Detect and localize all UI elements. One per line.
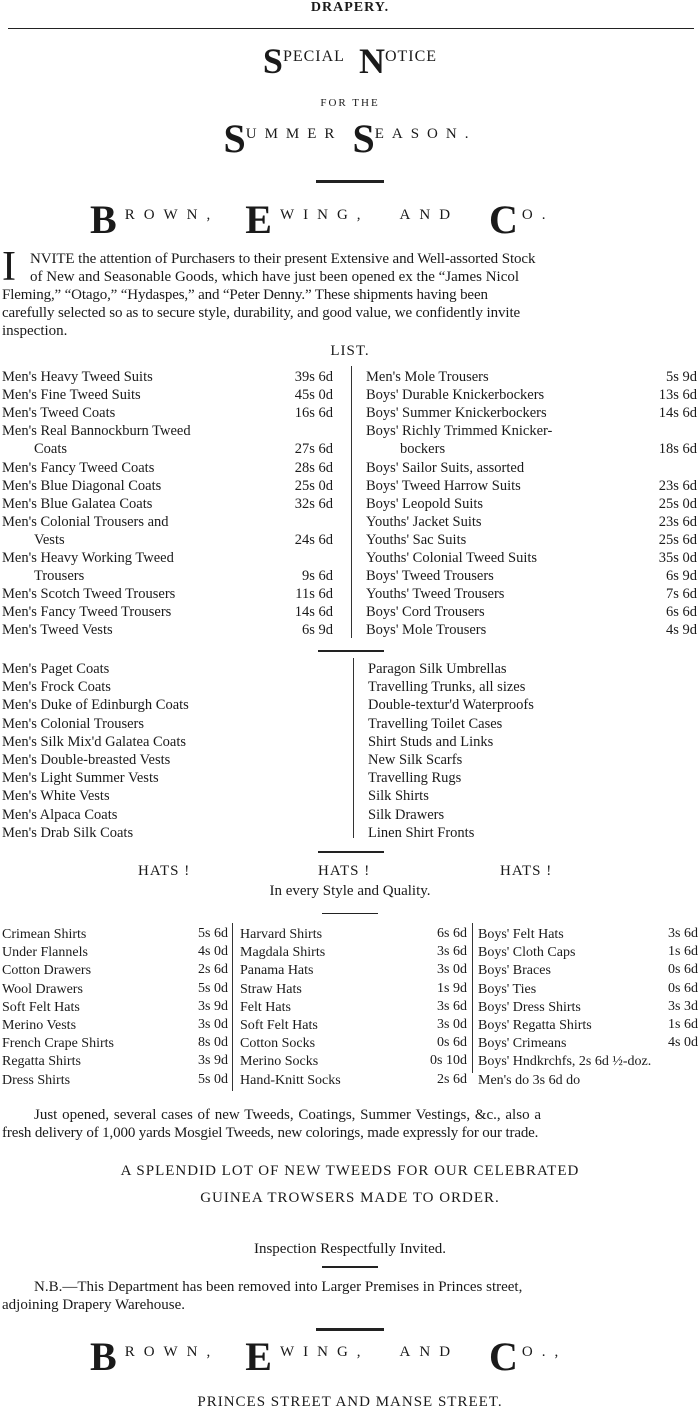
item-name: Youths' Tweed Trousers	[366, 586, 505, 603]
item-price: 23s 6d	[658, 513, 697, 530]
footer-ornament-rule	[316, 1328, 384, 1331]
list-item	[2, 1034, 228, 1053]
item-price: 3s 9d	[198, 998, 228, 1014]
list-item	[478, 998, 698, 1017]
inspection-rule	[322, 1266, 378, 1268]
list-heading: LIST.	[330, 343, 370, 359]
list-item	[2, 440, 333, 458]
item-name: Youths' Jacket Suits	[366, 513, 482, 530]
item-name: Crimean Shirts	[2, 927, 87, 942]
list-item	[366, 477, 697, 495]
item-name: Panama Hats	[240, 963, 314, 979]
item-price: 3s 0d	[437, 962, 467, 978]
splendid-line-2: GUINEA TROWSERS MADE TO ORDER.	[200, 1190, 500, 1206]
list-item	[2, 477, 333, 495]
item-price: 16s 6d	[294, 405, 333, 422]
list-item	[478, 1052, 698, 1071]
list-item: Linen Shirt Fronts	[368, 824, 475, 841]
summer-season-heading: SUMMER SEASON.	[223, 116, 477, 161]
item-price: 2s 6d	[437, 1071, 467, 1087]
item-name: Harvard Shirts	[240, 927, 323, 942]
item-price: 7s 6d	[665, 586, 697, 603]
list-item	[366, 585, 697, 603]
list-item	[366, 440, 697, 458]
item-price: 28s 6d	[294, 459, 333, 476]
item-price: 5s 9d	[665, 369, 697, 385]
list-item	[478, 1034, 698, 1053]
item-name: Men's Fancy Tweed Coats	[2, 459, 155, 476]
list-item: Men's Drab Silk Coats	[2, 824, 134, 841]
item-price: 35s 0d	[658, 550, 697, 566]
item-price: 13s 6d	[658, 387, 697, 404]
item-name: Men's Scotch Tweed Trousers	[2, 586, 176, 603]
list-item: Men's Paget Coats	[2, 661, 110, 677]
item-name: Soft Felt Hats	[2, 999, 80, 1015]
item-price: 3s 6d	[437, 998, 467, 1014]
item-price: 6s 9d	[665, 568, 697, 585]
item-name: Men's Tweed Vests	[2, 622, 113, 639]
list-item	[478, 961, 698, 980]
item-price: 14s 6d	[658, 405, 697, 422]
item-price: 3s 0d	[198, 1017, 228, 1032]
item-price: 3s 9d	[198, 1053, 228, 1069]
list-item	[478, 943, 698, 962]
item-price: 1s 9d	[437, 980, 467, 996]
item-price: 1s 6d	[668, 1017, 698, 1032]
list-item	[478, 1071, 698, 1090]
list-item	[2, 943, 228, 962]
list-item	[2, 567, 333, 585]
item-name: Regatta Shirts	[2, 1054, 81, 1070]
intro-dropcap: I	[2, 244, 16, 290]
list-item	[2, 495, 333, 513]
item-name: Boys' Durable Knickerbockers	[366, 387, 545, 404]
list-item: Travelling Toilet Cases	[368, 715, 503, 732]
item-price: 3s 6d	[668, 926, 698, 941]
item-name: Boys' Cord Trousers	[366, 604, 485, 621]
list-item: Men's Alpaca Coats	[2, 806, 118, 823]
list-end-rule	[318, 650, 384, 652]
intro-line-5: inspection.	[2, 323, 68, 339]
item-name: Men's Colonial Trousers and	[2, 513, 169, 530]
list-item	[366, 422, 697, 440]
item-price: 27s 6d	[294, 441, 333, 458]
item-name: Boys' Richly Trimmed Knicker-	[366, 423, 553, 440]
list-item	[366, 404, 697, 422]
item-price: 2s 6d	[198, 962, 228, 978]
item-name: Trousers	[34, 568, 85, 585]
list-item	[2, 1052, 228, 1071]
col-divider-1	[232, 923, 233, 1091]
item-name: Boys' Crimeans	[478, 1036, 567, 1052]
list-item	[2, 368, 333, 386]
item-price: 32s 6d	[294, 495, 333, 512]
goods-divider	[353, 658, 354, 838]
item-name: Men's Heavy Tweed Suits	[2, 369, 153, 385]
item-price: 6s 9d	[301, 622, 333, 639]
hats-left: HATS !	[138, 863, 191, 879]
list-item: Silk Shirts	[368, 788, 429, 805]
list-item: Silk Drawers	[368, 806, 445, 823]
list-item: New Silk Scarfs	[368, 752, 463, 768]
item-name: Men's Real Bannockburn Tweed	[2, 423, 191, 440]
list-item	[2, 1016, 228, 1035]
item-name: Under Flannels	[2, 945, 88, 961]
list-item	[478, 925, 698, 944]
item-name: Magdala Shirts	[240, 945, 326, 961]
firm-name-footer: BROWN, E WING, AND C O.,	[90, 1334, 568, 1379]
inspection-invited: Inspection Respectfully Invited.	[253, 1241, 447, 1257]
item-price: 25s 6d	[658, 531, 697, 548]
item-name: Coats	[34, 441, 68, 458]
header-rule	[8, 28, 694, 29]
col-divider-2	[472, 923, 473, 1073]
hats-subtitle: In every Style and Quality.	[269, 883, 431, 899]
item-name: Hand-Knitt Socks	[240, 1072, 341, 1088]
list-item: Shirt Studs and Links	[368, 733, 494, 750]
list-item	[2, 998, 228, 1017]
list-item	[240, 1052, 467, 1071]
list-item	[2, 459, 333, 477]
item-name: Boys' Ties	[478, 981, 537, 997]
item-name: Boys' Cloth Caps	[478, 945, 576, 961]
list-item	[2, 621, 333, 639]
list-item	[366, 621, 697, 639]
item-name: Youths' Colonial Tweed Suits	[366, 550, 538, 566]
ornament-rule	[316, 180, 384, 183]
item-name: Cotton Drawers	[2, 963, 92, 979]
list-item: Men's Double-breasted Vests	[2, 752, 171, 768]
item-price: 4s 9d	[665, 622, 697, 639]
list-item	[2, 585, 333, 603]
item-name: Men's Blue Diagonal Coats	[2, 477, 162, 494]
item-name: Men's Tweed Coats	[2, 405, 116, 422]
list-item	[2, 603, 333, 621]
list-item	[2, 549, 333, 567]
list-item	[366, 495, 697, 513]
item-price: 5s 6d	[198, 926, 228, 941]
item-name: Soft Felt Hats	[240, 1018, 318, 1033]
closing-line-2: fresh delivery of 1,000 yards Mosgiel Tweeds, new colorings, made expressly for our trade.	[2, 1125, 539, 1141]
item-price: 14s 6d	[294, 604, 333, 621]
list-item: Paragon Silk Umbrellas	[368, 661, 507, 677]
list-item	[2, 531, 333, 549]
list-item	[478, 1016, 698, 1035]
list-item	[366, 531, 697, 549]
item-name: Men's do 3s 6d do	[478, 1072, 581, 1088]
list-item	[2, 961, 228, 980]
item-price: 4s 0d	[198, 944, 228, 960]
list-item	[240, 1034, 467, 1053]
item-name: Boys' Tweed Trousers	[366, 568, 494, 585]
item-name: Men's Heavy Working Tweed	[2, 550, 174, 566]
list-item	[2, 1071, 228, 1090]
list-item: Men's Light Summer Vests	[2, 770, 159, 787]
item-price: 24s 6d	[294, 531, 333, 548]
list-item	[240, 943, 467, 962]
item-price: 25s 0d	[658, 495, 697, 512]
list-item	[240, 1071, 467, 1090]
list-item	[366, 386, 697, 404]
item-price: 0s 10d	[430, 1053, 467, 1069]
item-name: Boys' Leopold Suits	[366, 495, 484, 512]
hats-mid: HATS !	[318, 863, 371, 879]
list-item	[240, 998, 467, 1017]
intro-line-2: of New and Seasonable Goods, which have just been opened ex the “James Nicol	[30, 269, 520, 285]
list-item	[366, 513, 697, 531]
item-name: Boys' Regatta Shirts	[478, 1018, 592, 1033]
special-notice-heading: SPECIAL NOTICE	[262, 41, 438, 81]
item-price: 0s 6d	[437, 1035, 467, 1051]
list-item	[240, 925, 467, 944]
item-name: Dress Shirts	[2, 1072, 71, 1088]
item-price: 3s 3d	[668, 998, 698, 1014]
item-price: 8s 0d	[198, 1035, 228, 1051]
item-name: Boys' Braces	[478, 963, 551, 979]
list-item	[366, 549, 697, 567]
list-item: Men's Duke of Edinburgh Coats	[2, 697, 189, 714]
item-name: Boys' Dress Shirts	[478, 999, 581, 1015]
item-name: Merino Socks	[240, 1054, 319, 1070]
list-item	[2, 513, 333, 531]
list-item: Men's White Vests	[2, 788, 110, 805]
list-item	[240, 961, 467, 980]
item-price: 5s 0d	[198, 980, 228, 996]
list-item	[366, 567, 697, 585]
intro-line-4: carefully selected so as to secure style, durability, and good value, we confidently invite	[2, 305, 521, 321]
intro-line-3: Fleming,” “Otago,” “Hydaspes,” and “Peter Denny.” These shipments having been	[2, 287, 488, 303]
list-item	[2, 925, 228, 944]
item-name: Merino Vests	[2, 1018, 77, 1033]
item-name: Men's Fancy Tweed Trousers	[2, 604, 172, 621]
item-name: Wool Drawers	[2, 981, 83, 997]
firm-name: BROWN, E WING, AND C O.	[90, 197, 555, 242]
item-price: 39s 6d	[294, 369, 333, 385]
list-item	[366, 368, 697, 386]
nb-line-1: N.B.—This Department has been removed into Larger Premises in Princes street,	[34, 1279, 523, 1295]
hats-right: HATS !	[500, 863, 553, 879]
item-name: Boys' Mole Trousers	[366, 622, 487, 639]
item-name: Boys' Tweed Harrow Suits	[366, 477, 521, 494]
list-item	[240, 980, 467, 999]
item-name: Youths' Sac Suits	[366, 531, 467, 548]
item-price: 3s 6d	[437, 944, 467, 960]
intro-line-1: NVITE the attention of Purchasers to their present Extensive and Well-assorted Stock	[30, 251, 536, 267]
address: PRINCES STREET AND MANSE STREET.	[197, 1394, 503, 1410]
section-title: DRAPERY.	[310, 0, 390, 15]
item-price: 6s 6d	[665, 604, 697, 621]
item-price: 11s 6d	[295, 586, 333, 603]
item-name: Boys' Hndkrchfs, 2s 6d ½-doz.	[478, 1054, 652, 1070]
item-name: bockers	[400, 441, 446, 458]
item-price: 5s 0d	[198, 1071, 228, 1087]
list-item	[2, 980, 228, 999]
list-item	[240, 1016, 467, 1035]
item-name: Straw Hats	[240, 981, 302, 997]
item-price: 9s 6d	[301, 568, 333, 585]
list-item: Travelling Trunks, all sizes	[368, 679, 526, 696]
list-item	[478, 980, 698, 999]
item-price: 1s 6d	[668, 944, 698, 960]
list-item	[2, 422, 333, 440]
list-item: Travelling Rugs	[368, 770, 462, 787]
goods-end-rule	[318, 851, 384, 853]
item-price: 23s 6d	[658, 477, 697, 494]
list-item	[2, 386, 333, 404]
item-price: 4s 0d	[668, 1035, 698, 1051]
for-the: FOR THE	[320, 97, 380, 109]
item-name: French Crape Shirts	[2, 1036, 114, 1052]
item-name: Boys' Felt Hats	[478, 927, 564, 942]
list-item: Men's Frock Coats	[2, 679, 111, 696]
item-name: Men's Fine Tweed Suits	[2, 387, 141, 404]
item-name: Men's Blue Galatea Coats	[2, 495, 153, 512]
list-item: Men's Colonial Trousers	[2, 715, 144, 732]
item-price: 45s 0d	[294, 387, 333, 404]
item-price: 6s 6d	[437, 926, 467, 941]
item-name: Boys' Summer Knickerbockers	[366, 405, 547, 422]
list-item	[366, 459, 697, 477]
closing-line-1: Just opened, several cases of new Tweeds, Coatings, Summer Vestings, &c., also a	[34, 1107, 541, 1123]
list-item	[366, 603, 697, 621]
item-price: 0s 6d	[668, 980, 698, 996]
item-name: Vests	[34, 531, 65, 548]
list-item	[2, 404, 333, 422]
list-item: Men's Silk Mix'd Galatea Coats	[2, 733, 187, 750]
list-divider	[351, 366, 352, 638]
item-name: Felt Hats	[240, 999, 291, 1015]
nb-line-2: adjoining Drapery Warehouse.	[2, 1297, 186, 1313]
item-name: Cotton Socks	[240, 1036, 316, 1052]
item-price: 18s 6d	[658, 441, 697, 458]
item-price: 25s 0d	[294, 477, 333, 494]
item-name: Men's Mole Trousers	[366, 369, 489, 385]
splendid-line-1: A SPLENDID LOT OF NEW TWEEDS FOR OUR CELEBRATED	[120, 1163, 580, 1179]
list-item: Double-textur'd Waterproofs	[368, 697, 534, 714]
item-name: Boys' Sailor Suits, assorted	[366, 459, 525, 476]
item-price: 3s 0d	[437, 1017, 467, 1032]
item-price: 0s 6d	[668, 962, 698, 978]
hats-rule	[322, 913, 378, 914]
